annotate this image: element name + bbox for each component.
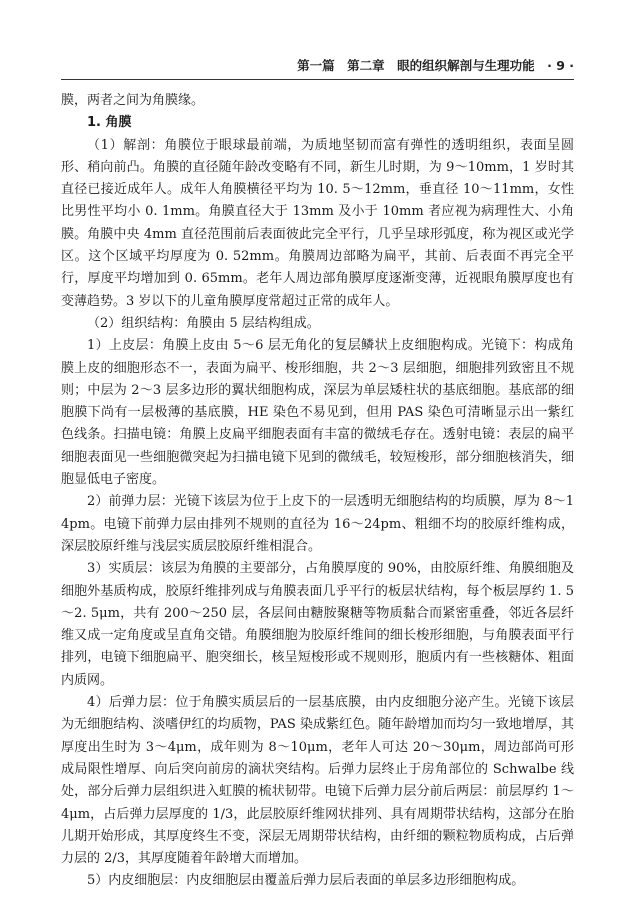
section-heading-cornea: 1. 角膜 (87, 115, 132, 131)
paragraph-descemet-membrane: 4）后弹力层：位于角膜实质层后的一层基底膜，由内皮细胞分泌产生。光镜下该层为无细胞结构、淡嗜伊红的均质物，PAS 染成紫红色。随年龄增加而均匀一致地增厚，其厚度出生时为 3～4μm，成年则为 8～10μm，老年人可达 20～30μm，周边部尚可形成局限性增厚、向后突向前房的滴状突结构。后弹力层终止于房角部位的 Schwalbe 线处，部分后弹力层组织进入虹膜的梳状韧带。电镜下后弹力层分前后两层：前层厚约 1～4μm，占后弹力层厚度的 1/3，此层胶原纤维网状排列、具有周期带状结构，这部分在胎儿期开始形成，其厚度终生不变，深层无周期带状结构，由纤细的颗粒物质构成，占后弹力层的 2/3，其厚度随着年龄增大而增加。 (61, 695, 574, 867)
paragraph-continuation: 膜，两者之间为角膜缘。 (61, 93, 205, 108)
header-rule (61, 79, 574, 80)
page-body (61, 90, 574, 893)
paragraph-anatomy: （1）解剖：角膜位于眼球最前端，为质地坚韧而富有弹性的透明组织，表面呈圆形、稍向前凸。角膜的直径随年龄改变略有不同，新生儿时期，为 9～10mm，1 岁时其直径已接近成年人。成年人角膜横径平均为 10. 5～12mm，垂直径 10～11mm，女性比男性平均小 0. 1mm。角膜直径大于 13mm 及小于 10mm 者应视为病理性大、小角膜。角膜中央 4mm 直径范围前后表面彼此完全平行，几乎呈球形弧度，称为视区或光学区。这个区域平均厚度为 0. 52mm。角膜周边部略为扁平，其前、后表面不再完全平行，厚度平均增加到 0. 65mm。老年人周边部角膜厚度逐渐变薄，近视眼角膜厚度也有变薄趋势。3 岁以下的儿童角膜厚度常超过正常的成年人。 (61, 137, 574, 309)
paragraph-structure: （2）组织结构：角膜由 5 层结构组成。 (87, 315, 320, 331)
paragraph-stroma: 3）实质层：该层为角膜的主要部分，占角膜厚度的 90%，由胶原纤维、角膜细胞及细胞外基质构成，胶原纤维排列成与角膜表面几乎平行的板层状结构，每个板层厚约 1. 5～2. 5μm，共有 200～250 层，各层间由糖胺聚糖等物质黏合而紧密重叠，邻近各层纤维又成一定角度或呈直角交错。角膜细胞为胶原纤维间的细长梭形细胞，与角膜表面平行排列，电镜下细胞扁平、胞突细长，核呈短梭形或不规则形，胞质内有一些核糖体、粗面内质网。 (61, 561, 574, 688)
paragraph-endothelium: 5）内皮细胞层：内皮细胞层由覆盖后弹力层后表面的单层多边形细胞构成。 (87, 873, 525, 889)
running-header: 第一篇 第二章 眼的组织解剖与生理功能 · 9 · (297, 58, 574, 73)
paragraph-epithelium: 1）上皮层：角膜上皮由 5～6 层无角化的复层鳞状上皮细胞构成。光镜下：构成角膜上皮的细胞形态不一，表面为扁平、梭形细胞，共 2～3 层细胞，细胞排列致密且不规则；中层为 2～3 层多边形的翼状细胞构成，深层为单层矮柱状的基底细胞。基底部的细胞膜下尚有一层极薄的基底膜，HE 染色不易见到，但用 PAS 染色可清晰显示出一紫红色线条。扫描电镜：角膜上皮扁平细胞表面有丰富的微绒毛存在。透射电镜：表层的扁平细胞表面见一些细胞微突起为扫描电镜下见到的微绒毛，较短梭形，部分细胞核消失，细胞显低电子密度。 (61, 338, 574, 488)
paragraph-bowman-layer: 2）前弹力层：光镜下该层为位于上皮下的一层透明无细胞结构的均质膜，厚为 8～14pm。电镜下前弹力层由排列不规则的直径为 16～24pm、粗细不均的胶原纤维构成，深层胶原纤维与浅层实质层胶原纤维相混合。 (61, 494, 574, 554)
